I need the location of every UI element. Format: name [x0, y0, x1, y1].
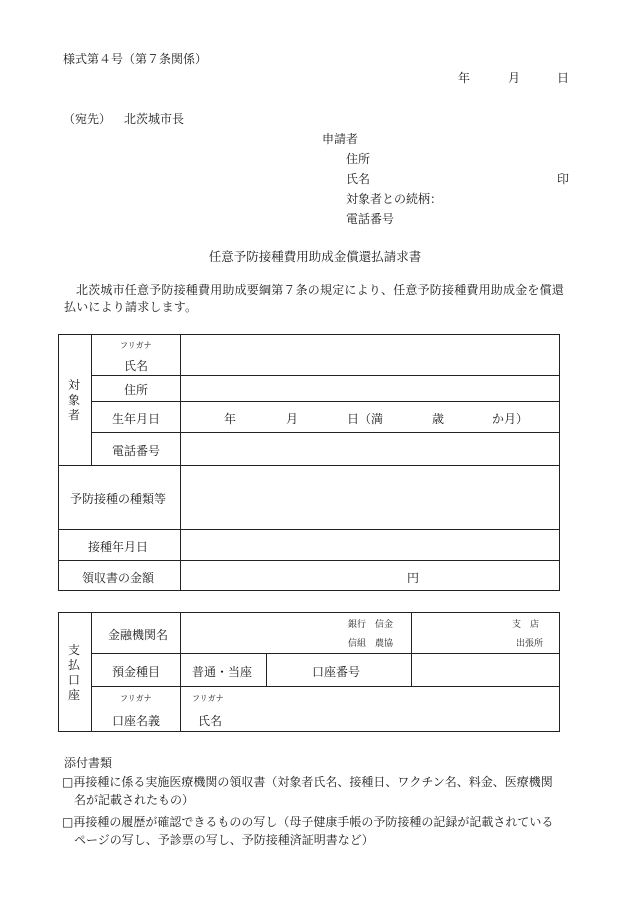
attachment-item-1[interactable] [62, 773, 582, 809]
vaccine-type-label: 予防接種の種類等 [70, 492, 167, 506]
attachment-item-1-line-1: □再接種に係る実施医療機関の領収書（対象者氏名、接種日、ワクチン名、料金、医療機関 [62, 775, 553, 789]
applicant-name-label: 氏名 [346, 172, 371, 186]
account-holder-label: 口座名義 [112, 714, 161, 728]
applicant-phone-label: 電話番号 [346, 212, 395, 226]
form-number: 様式第４号（第７条関係） [63, 52, 208, 66]
date-day-label: 日 [557, 71, 570, 85]
attachment-item-2-line-1: □再接種の履歴が確認できるものの写し（母子健康手帳の予防接種の記録が記載されている [62, 815, 554, 829]
birth-month-label: 月 [286, 412, 299, 426]
subject-furigana-label: フリガナ [120, 341, 152, 350]
holder-furigana-label: フリガナ [120, 694, 152, 703]
yen-label: 円 [407, 571, 420, 585]
institution-name-label: 金融機関名 [108, 628, 169, 642]
deposit-options[interactable]: 普通・当座 [192, 665, 253, 679]
subject-group-label [67, 378, 81, 423]
subject-group-char-3: 者 [67, 408, 80, 422]
branch-line-1: 支 店 [512, 620, 540, 630]
subject-birthdate-label: 生年月日 [112, 412, 161, 426]
subject-address-field[interactable] [182, 377, 558, 400]
branch-line-2: 出張所 [516, 639, 544, 649]
attachments-heading: 添付書類 [64, 756, 113, 770]
vaccination-date-label: 接種年月日 [88, 540, 149, 554]
subject-group-char-2: 象 [67, 393, 80, 407]
age-months-label: か月） [492, 412, 529, 426]
subject-name-field[interactable] [182, 336, 558, 374]
date-year-label: 年 [458, 71, 471, 85]
applicant-address-label: 住所 [346, 152, 371, 166]
intro-line-2: 払いにより請求します。 [64, 300, 198, 314]
deposit-type-label: 預金種目 [112, 665, 161, 679]
birth-year-label: 年 [224, 412, 237, 426]
attachment-item-1-line-2: 名が記載されたもの） [74, 793, 195, 807]
institution-name-field[interactable] [182, 614, 342, 652]
branch-name-field[interactable] [413, 614, 508, 652]
bank-group-label [67, 643, 81, 703]
addressee-name: 北茨城市長 [124, 112, 185, 126]
account-number-field[interactable] [413, 655, 558, 685]
birth-day-age-label: 日（満 [347, 412, 384, 426]
document-title: 任意予防接種費用助成金償還払請求書 [208, 249, 422, 264]
subject-name-label: 氏名 [124, 359, 149, 373]
bank-group-char-2: 払 [67, 658, 80, 672]
holder-name-furigana-label: フリガナ [192, 694, 224, 703]
receipt-amount-label: 領収書の金額 [82, 571, 155, 585]
bank-types-line-2: 信組 農協 [348, 639, 394, 649]
subject-group-char-1: 対 [67, 378, 80, 392]
account-number-label: 口座番号 [312, 665, 361, 679]
bank-types-line-1: 銀行 信金 [348, 620, 394, 630]
subject-phone-label: 電話番号 [112, 444, 161, 458]
intro-line-1: 北茨城市任意予防接種費用助成要綱第７条の規定により、任意予防接種費用助成金を償還 [76, 283, 565, 297]
subject-phone-field[interactable] [182, 434, 558, 464]
applicant-heading: 申請者 [322, 132, 359, 146]
subject-address-label: 住所 [124, 383, 149, 397]
age-years-label: 歳 [432, 412, 445, 426]
bank-group-char-1: 支 [67, 643, 80, 657]
attachment-item-2[interactable] [62, 813, 582, 849]
holder-name-label: 氏名 [198, 714, 223, 728]
date-month-label: 月 [508, 71, 521, 85]
bank-group-char-3: 口 [67, 673, 80, 687]
vaccine-type-field[interactable] [182, 467, 558, 528]
addressee-prefix: （宛先） [63, 112, 112, 126]
seal-mark: 印 [557, 172, 570, 186]
vaccination-date-field[interactable] [182, 531, 558, 559]
intro-paragraph [64, 282, 574, 316]
account-holder-field[interactable] [240, 688, 558, 730]
attachment-item-2-line-2: ページの写し、予診票の写し、予防接種済証明書など） [74, 833, 374, 847]
bank-group-char-4: 座 [67, 688, 80, 702]
applicant-relation-label: 対象者との続柄： [346, 192, 443, 206]
